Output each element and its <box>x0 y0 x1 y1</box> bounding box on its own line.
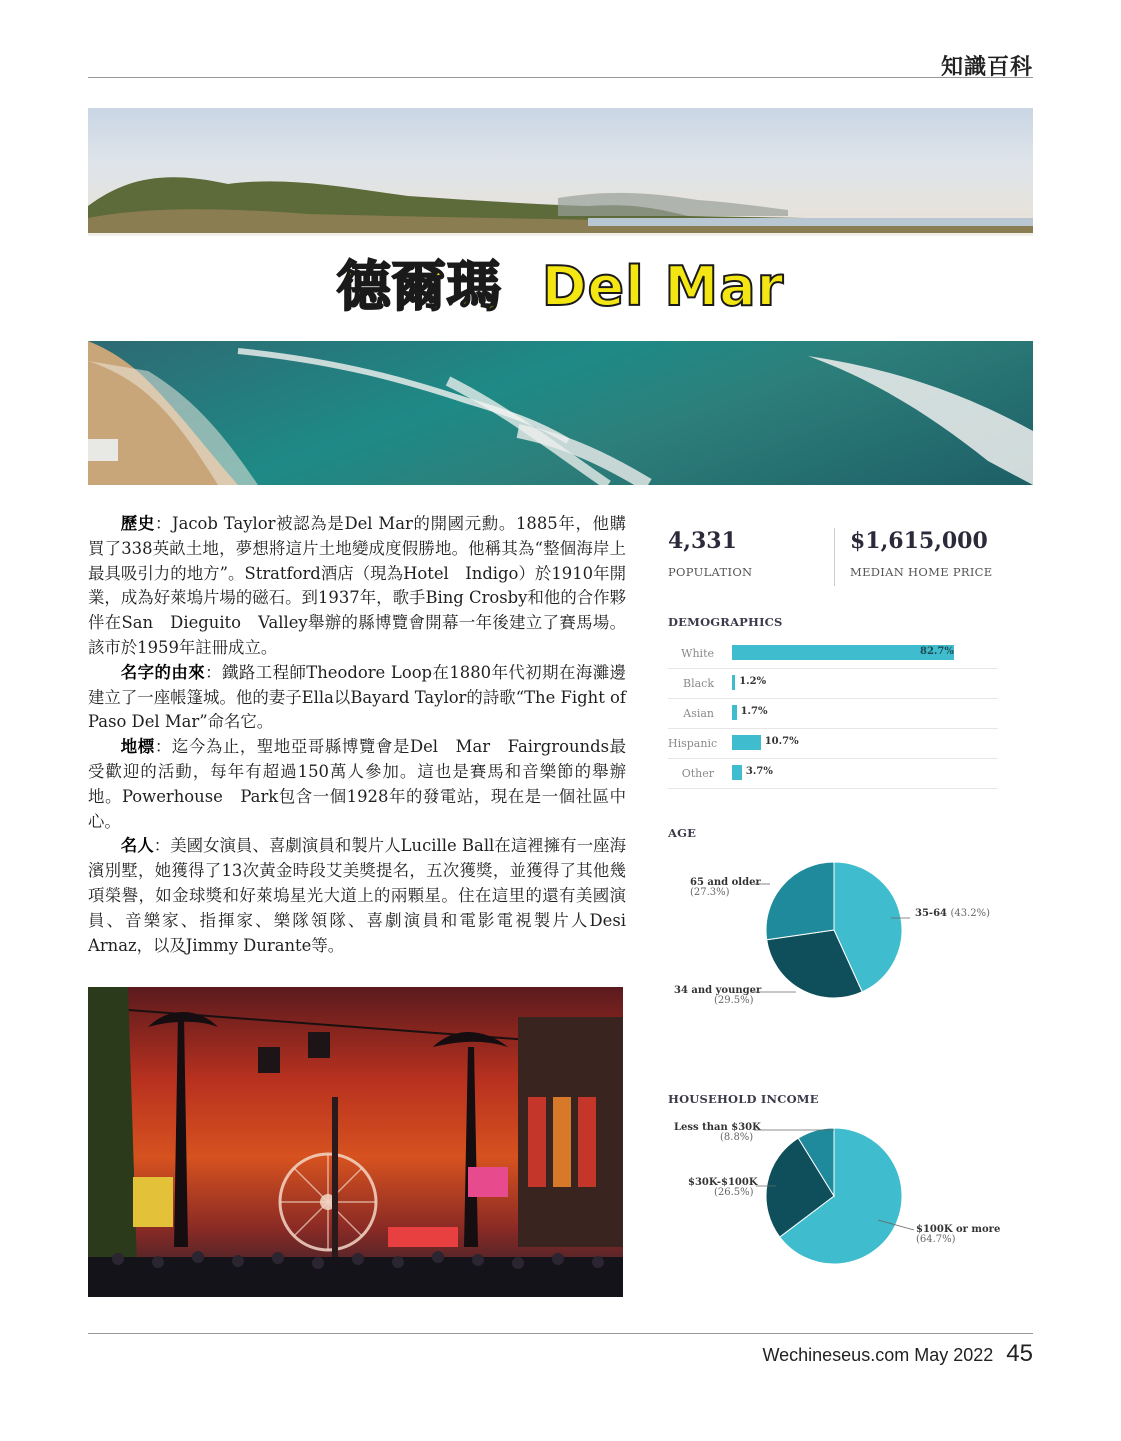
demographics-row-hispanic <box>668 729 998 759</box>
stats-divider <box>834 528 835 586</box>
page-footer <box>762 1340 1033 1368</box>
age-label-35-64-pct: (43.2%) <box>950 908 991 919</box>
age-title: AGE <box>668 826 697 840</box>
age-leader-lines <box>668 870 1008 1010</box>
paragraph-landmarks <box>88 735 626 834</box>
age-label-65-older-pct: (27.3%) <box>690 887 730 898</box>
demographics-value: 3.7% <box>745 766 773 777</box>
hero-title-zh: 德爾瑪 <box>336 255 502 318</box>
demographics-bar <box>732 735 761 750</box>
income-leader-lines <box>668 1120 1008 1250</box>
demographics-value: 1.2% <box>739 676 767 687</box>
paragraph-celebrities <box>88 834 626 958</box>
demographics-label: Black <box>683 677 714 690</box>
section-tag: 知識百科 <box>940 54 1033 80</box>
hero-title-en: Del Mar <box>541 255 785 318</box>
household-income-title: HOUSEHOLD INCOME <box>668 1092 819 1106</box>
demographics-bar <box>732 675 735 690</box>
demographics-bar <box>732 705 737 720</box>
hero-beach-photo <box>88 341 1033 485</box>
page-number: 45 <box>1006 1340 1033 1367</box>
demographics-row-other <box>668 759 998 789</box>
paragraph-name-origin <box>88 661 626 735</box>
demographics-row-black <box>668 669 998 699</box>
fair-photo <box>88 987 623 1297</box>
footer-rule <box>88 1333 1033 1334</box>
demographics-label: Hispanic <box>668 737 718 750</box>
demographics-row-white <box>668 639 998 669</box>
demographics-bar <box>732 765 742 780</box>
hero-banner <box>88 108 1033 485</box>
hero-coastline <box>88 166 1033 236</box>
age-label-34-younger-name: 34 and younger <box>674 985 762 996</box>
demographics-title: DEMOGRAPHICS <box>668 615 783 629</box>
demographics-label: Asian <box>683 707 714 720</box>
hero-title <box>88 233 1033 341</box>
keyword-landmarks: 地標 <box>120 737 155 757</box>
paragraph-text: ：鐵路工程師Theodore Loop在1880年代初期在海灘邊建立了一座帳篷城。他的妻子Ella以Bayard Taylor的詩歌“The Fight of Paso Del Mar”命名它。 <box>88 662 627 732</box>
header-rule <box>88 77 1033 78</box>
income-label-100k-more-name: $100K or more <box>916 1224 1001 1235</box>
keyword-name-origin: 名字的由來 <box>120 662 206 682</box>
footer-date: May 2022 <box>914 1345 994 1365</box>
age-label-65-older-name: 65 and older <box>690 877 761 888</box>
article-body <box>88 512 626 958</box>
income-label-30k-100k-name: $30K-$100K <box>688 1177 758 1188</box>
income-label-less-30k-name: Less than $30K <box>674 1122 761 1133</box>
median-home-price-label: MEDIAN HOME PRICE <box>850 565 993 579</box>
keyword-history: 歷史 <box>120 514 155 533</box>
age-label-34-younger-pct: (29.5%) <box>714 995 754 1006</box>
keyword-celebrities: 名人 <box>120 836 154 856</box>
income-label-100k-more-pct: (64.7%) <box>916 1234 956 1245</box>
age-label-35-64-name: 35-64 <box>915 908 947 919</box>
paragraph-text: ：迄今為止，聖地亞哥縣博覽會是Del Mar Fairgrounds最受歡迎的活動，每年有超過150萬人參加。這也是賽馬和音樂節的舉辦地。Powerhouse Park包含一個1928年的發電站，現在是一個社區中心。 <box>88 737 627 831</box>
income-label-less-30k-pct: (8.8%) <box>720 1132 754 1143</box>
population-value: 4,331 <box>668 528 737 554</box>
demographics-value: 1.7% <box>740 706 768 717</box>
footer-site: Wechineseus.com <box>762 1345 910 1365</box>
demographics-row-asian <box>668 699 998 729</box>
paragraph-text: ：美國女演員、喜劇演員和製片人Lucille Ball在這裡擁有一座海濱別墅，她獲得了13次黃金時段艾美獎提名，五次獲獎，並獲得了其他幾項榮譽，如金球獎和好萊塢星光大道上的兩顆星。住在這里的還有美國演員、音樂家、指揮家、樂隊領隊、喜劇演員和電影電視製片人Desi Arnaz，以及Jimmy Durante等。 <box>88 836 627 955</box>
demographics-label: White <box>681 647 714 660</box>
income-label-30k-100k-pct: (26.5%) <box>714 1187 754 1198</box>
demographics-label: Other <box>681 767 714 780</box>
median-home-price-value: $1,615,000 <box>850 528 988 554</box>
paragraph-text: ：Jacob Taylor被認為是Del Mar的開國元勳。1885年，他購買了338英畝土地，夢想將這片土地變成度假勝地。他稱其為“整個海岸上最具吸引力的地方”。Stratford酒店（現為Hotel Indigo）於1910年開業，成為好萊塢片場的磁石。到1937年，歌手Bing Crosby和他的合作夥伴在San Dieguito Valley舉辦的縣博覽會開幕一年後建立了賽馬場。該市於1959年註冊成立。 <box>88 514 626 657</box>
demographics-value: 82.7% <box>920 646 954 657</box>
population-label: POPULATION <box>668 565 753 579</box>
paragraph-history <box>88 512 626 661</box>
demographics-value: 10.7% <box>764 736 799 747</box>
